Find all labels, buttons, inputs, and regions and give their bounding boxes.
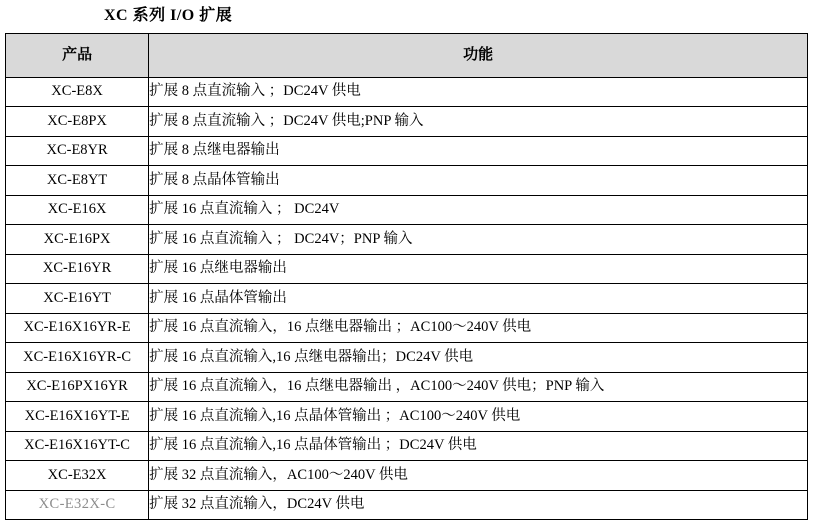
table-row [6,225,808,255]
product-cell: XC-E16X16YT-C [6,431,149,461]
product-cell: XC-E16YR [6,254,149,284]
table-row [6,107,808,137]
table-row [6,313,808,343]
function-cell: 扩展 16 点直流输入，16 点继电器输出 ，AC100～240V 供电；PNP 输入 [149,372,808,402]
product-cell: XC-E16YT [6,284,149,314]
product-cell: XC-E32X [6,461,149,491]
product-cell: XC-E16X [6,195,149,225]
table-row [6,166,808,196]
table-header [6,33,808,77]
function-cell: 扩展 16 点直流输入,16 点继电器输出；DC24V 供电 [149,343,808,373]
function-cell: 扩展 16 点直流输入 ； DC24V [149,195,808,225]
column-header-function: 功能 [149,33,808,77]
table-row [6,431,808,461]
table-row [6,254,808,284]
product-cell: XC-E32X-C [6,490,149,520]
product-cell: XC-E16PX16YR [6,372,149,402]
function-cell: 扩展 16 点直流输入,16 点晶体管输出 ；DC24V 供电 [149,431,808,461]
column-header-product: 产品 [6,33,149,77]
product-cell: XC-E16X16YR-C [6,343,149,373]
function-cell: 扩展 16 点继电器输出 [149,254,808,284]
function-cell: 扩展 8 点晶体管输出 [149,166,808,196]
function-cell: 扩展 8 点继电器输出 [149,136,808,166]
table-row [6,372,808,402]
product-cell: XC-E8PX [6,107,149,137]
table-header-row [6,33,808,77]
page-title: XC 系列 I/O 扩展 [104,7,233,24]
table-row [6,195,808,225]
product-cell: XC-E8YT [6,166,149,196]
product-cell: XC-E16X16YT-E [6,402,149,432]
product-cell: XC-E16PX [6,225,149,255]
product-cell: XC-E8YR [6,136,149,166]
function-cell: 扩展 32 点直流输入，DC24V 供电 [149,490,808,520]
table-body [6,77,808,520]
table-row [6,490,808,520]
function-cell: 扩展 8 点直流输入 ；DC24V 供电 [149,77,808,107]
io-expansion-table [5,33,808,521]
table-row [6,136,808,166]
function-cell: 扩展 16 点直流输入，16 点继电器输出 ；AC100～240V 供电 [149,313,808,343]
table-row [6,77,808,107]
function-cell: 扩展 32 点直流输入，AC100～240V 供电 [149,461,808,491]
function-cell: 扩展 16 点直流输入,16 点晶体管输出 ；AC100～240V 供电 [149,402,808,432]
table-row [6,461,808,491]
table-row [6,343,808,373]
table-row [6,402,808,432]
table-row [6,284,808,314]
function-cell: 扩展 8 点直流输入 ；DC24V 供电;PNP 输入 [149,107,808,137]
function-cell: 扩展 16 点直流输入 ； DC24V；PNP 输入 [149,225,808,255]
product-cell: XC-E8X [6,77,149,107]
product-cell: XC-E16X16YR-E [6,313,149,343]
function-cell: 扩展 16 点晶体管输出 [149,284,808,314]
